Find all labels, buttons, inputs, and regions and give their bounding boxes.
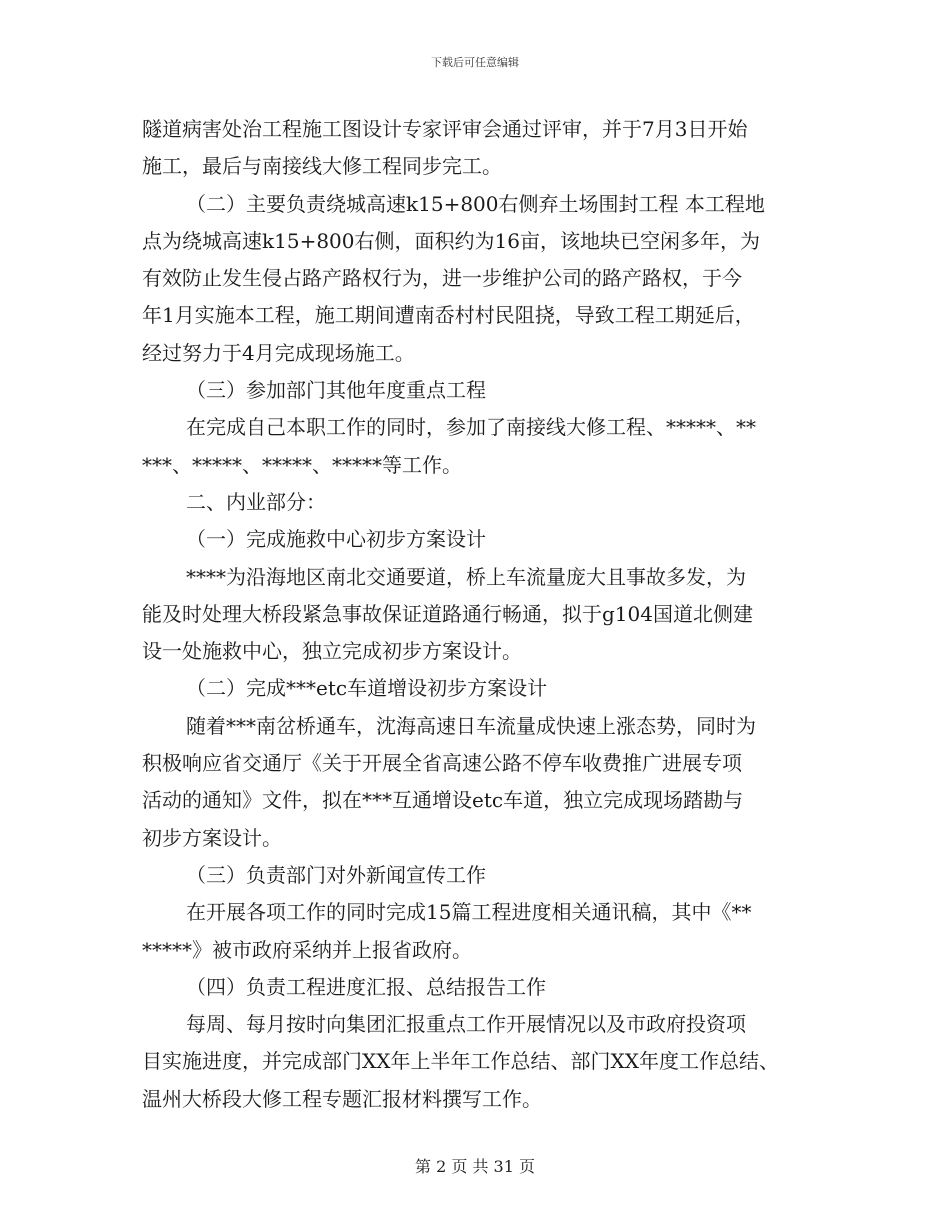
text-line: 初步方案设计。 (142, 825, 282, 850)
text-line: 目实施进度，并完成部门XX年上半年工作总结、部门XX年度工作总结、 (142, 1049, 779, 1074)
page-header: 下载后可任意编辑 (431, 56, 519, 69)
text-line: ****为沿海地区南北交通要道，桥上车流量庞大且事故多发，为 (186, 564, 746, 589)
text-line: 随着***南岔桥通车，沈海高速日车流量成快速上涨态势，同时为 (186, 713, 756, 738)
text-line: 活动的通知》文件，拟在***互通增设etc车道，独立完成现场踏勘与 (142, 788, 744, 813)
text-line: 积极响应省交通厅《关于开展全省高速公路不停车收费推广进展专项 (142, 751, 742, 776)
section-heading: （二）完成***etc车道增设初步方案设计 (186, 676, 548, 701)
page-footer: 第 2 页 共 31 页 (415, 1157, 535, 1176)
text-line: 在完成自己本职工作的同时，参加了南接线大修工程、*****、** (186, 415, 756, 440)
section-heading: （一）完成施救中心初步方案设计 (186, 527, 486, 552)
text-line: 施工，最后与南接线大修工程同步完工。 (142, 154, 502, 179)
section-heading: （三）负责部门对外新闻宣传工作 (186, 862, 486, 887)
text-line: 设一处施救中心，独立完成初步方案设计。 (142, 639, 522, 664)
section-heading: 二、内业部分： (186, 489, 326, 514)
text-line: 每周、每月按时向集团汇报重点工作开展情况以及市政府投资项 (186, 1012, 746, 1037)
text-line: 能及时处理大桥段紧急事故保证道路通行畅通，拟于g104国道北侧建 (142, 601, 753, 626)
text-line: 温州大桥段大修工程专题汇报材料撰写工作。 (142, 1086, 542, 1111)
document-body (142, 111, 832, 1118)
section-heading: （四）负责工程进度汇报、总结报告工作 (186, 974, 546, 999)
text-line: 年1月实施本工程，施工期间遭南岙村村民阻挠，导致工程工期延后， (142, 303, 755, 328)
text-line: ***、*****、*****、*****等工作。 (142, 452, 462, 477)
text-line: （二）主要负责绕城高速k15+800右侧弃土场围封工程 本工程地 (186, 191, 765, 216)
section-heading: （三）参加部门其他年度重点工程 (186, 378, 486, 403)
text-line: *****》被市政府采纳并上报省政府。 (142, 937, 472, 962)
text-line: 隧道病害处治工程施工图设计专家评审会通过评审，并于7月3日开始 (142, 117, 748, 141)
text-line: 有效防止发生侵占路产路权行为，进一步维护公司的路产路权，于今 (142, 266, 742, 291)
text-line: 点为绕城高速k15+800右侧，面积约为16亩，该地块已空闲多年，为 (142, 228, 760, 253)
text-line: 在开展各项工作的同时完成15篇工程进度相关通讯稿，其中《** (186, 900, 752, 925)
text-line: 经过努力于4月完成现场施工。 (142, 340, 415, 365)
